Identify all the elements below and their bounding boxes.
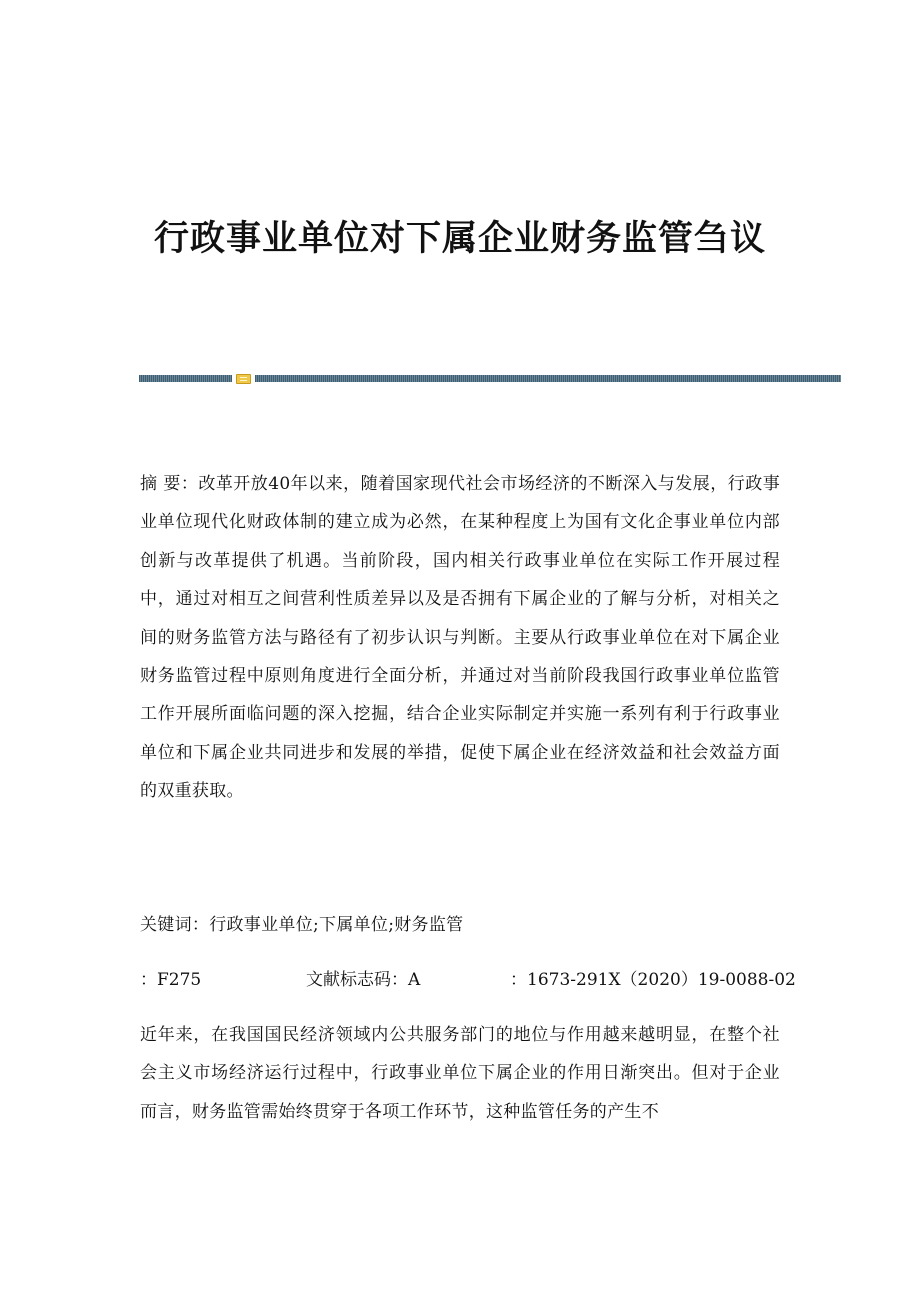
intro-paragraph: 近年来，在我国国民经济领域内公共服务部门的地位与作用越来越明显，在整个社会主义市场经济运行过程中，行政事业单位下属企业的作用日渐突出。但对于企业而言，财务监管需始终贯穿于各项工作环节，这种监管任务的产生不 — [140, 1025, 780, 1122]
divider-bar-left — [139, 375, 232, 382]
article-id: ：1673-291X（2020）19-0088-02 — [510, 970, 796, 990]
keywords-line: 关键词：行政事业单位;下属单位;财务监管 — [140, 915, 464, 935]
document-title: 行政事业单位对下属企业财务监管刍议 — [153, 218, 766, 259]
divider-ornament-icon — [236, 374, 251, 384]
classification-number: ：F275 — [140, 970, 202, 990]
title-divider — [139, 374, 841, 384]
divider-bar-right — [255, 375, 841, 382]
abstract-paragraph: 摘 要：改革开放40年以来，随着国家现代社会市场经济的不断深入与发展，行政事业单位现代化财政体制的建立成为必然，在某种程度上为国有文化企事业单位内部创新与改革提供了机遇。当前阶段，国内相关行政事业单位在实际工作开展过程中，通过对相互之间营利性质差异以及是否拥有下属企业的了解与分析，对相关之间的财务监管方法与路径有了初步认识与判断。主要从行政事业单位在对下属企业财务监管过程中原则角度进行全面分析，并通过对当前阶段我国行政事业单位监管工作开展所面临问题的深入挖掘，结合企业实际制定并实施一系列有利于行政事业单位和下属企业共同进步和发展的举措，促使下属企业在经济效益和社会效益方面的双重获取。 — [140, 474, 780, 802]
document-code: 文献标志码：A — [306, 970, 421, 990]
article-metadata — [140, 965, 796, 995]
